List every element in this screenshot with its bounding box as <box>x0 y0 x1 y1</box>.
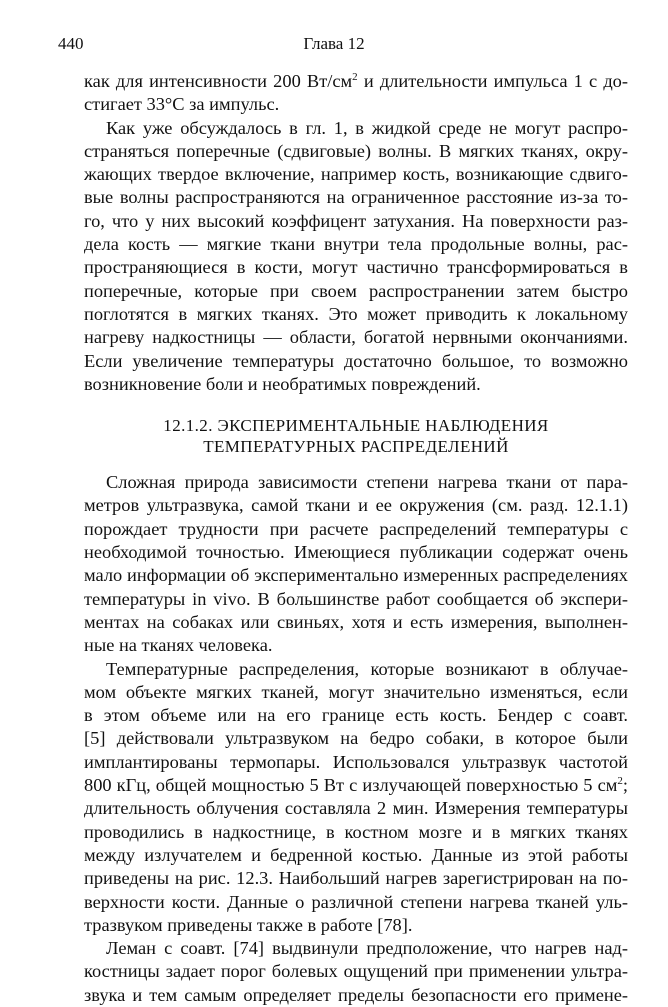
text-line: нагреву надкостницы — области, богатой нервными окончаниями. <box>84 327 628 348</box>
paragraph <box>84 937 628 1007</box>
text-line: го, что у них высокий коэффицент затухания. На поверхности раз- <box>84 210 628 231</box>
text-line: необходимой точностью. Имеющиеся публикации содержат очень <box>84 542 628 563</box>
text-line: поперечные, которые при своем распространении затем быстро <box>84 280 628 301</box>
section-heading <box>84 415 628 457</box>
text-line: тразвуком приведены также в работе [78]. <box>84 914 413 935</box>
text-line: поглотятся в мягких тканях. Это может приводить к локальному <box>84 303 628 324</box>
page-body <box>84 70 628 1007</box>
text-line: порождает трудности при расчете распределений температуры с <box>84 518 628 539</box>
text-line: как для интенсивности 200 $Вт/см^2$ и длительности импульса 1 с до- <box>84 71 629 91</box>
text-line: 800 кГц, общей мощностью 5 Вт с излучающей поверхностью 5 $см^2$; <box>84 775 628 796</box>
text-line: вые волны распространяются на ограниченное расстояние из-за то- <box>84 187 628 208</box>
text-line: ментах на собаках или свиньях, хотя и есть измерения, выполнен- <box>84 611 628 632</box>
text-line: мало информации об экспериментально измеренных распределениях <box>84 565 628 586</box>
text-line: верхности кости. Данные о различной степени нагрева тканей уль- <box>84 891 628 912</box>
text-line: звука и тем самым определяет пределы безопасности его примене- <box>84 984 628 1005</box>
running-head: Глава 12 <box>303 34 365 53</box>
text-line: стигает 33°С за импульс. <box>84 94 280 115</box>
text-line: дела кость — мягкие ткани внутри тела продольные волны, рас- <box>84 234 628 255</box>
section-heading-line: ТЕМПЕРАТУРНЫХ РАСПРЕДЕЛЕНИЙ <box>203 437 509 457</box>
text-line: приведены на рис. 12.3. Наибольший нагрев зарегистрирован на по- <box>84 868 628 889</box>
text-line: возникновение боли и необратимых повреждений. <box>84 373 481 394</box>
text-line: Если увеличение температуры достаточно большое, то возможно <box>84 350 628 371</box>
text-line: Сложная природа зависимости степени нагрева ткани от пара- <box>106 472 628 493</box>
text-line: между излучателем и бедренной костью. Данные из этой работы <box>84 844 628 865</box>
text-line: имплантированы термопары. Использовался ультразвук частотой <box>84 751 628 772</box>
text-line: страняться поперечные (сдвиговые) волны. В мягких тканях, окру- <box>84 140 628 161</box>
text-line: температуры in vivo. В большинстве работ сообщается об экспери- <box>84 588 628 609</box>
text-line: Температурные распределения, которые возникают в облучае- <box>106 658 628 679</box>
text-line: Как уже обсуждалось в гл. 1, в жидкой среде не могут распро- <box>106 117 628 138</box>
text-line: в этом объеме или на его границе есть кость. Бендер с соавт. <box>84 705 628 726</box>
paragraph <box>84 117 628 397</box>
paragraph <box>84 471 628 657</box>
text-line: мом объекте мягких тканей, могут значительно изменяться, если <box>84 681 628 702</box>
text-line: пространяющиеся в кости, могут частично трансформироваться в <box>84 257 628 278</box>
paragraph <box>84 658 628 938</box>
text-line: ные на тканях человека. <box>84 635 273 656</box>
paragraph <box>84 70 628 117</box>
section-heading-line: 12.1.2. ЭКСПЕРИМЕНТАЛЬНЫЕ НАБЛЮДЕНИЯ <box>163 416 549 436</box>
page-header <box>0 34 668 58</box>
text-line: длительность облучения составляла 2 мин. Измерения температуры <box>84 798 628 819</box>
text-line: костницы задает порог болевых ощущений при применении ультра- <box>84 961 628 982</box>
text-line: Леман с соавт. [74] выдвинули предположение, что нагрев над- <box>106 938 628 959</box>
text-line: метров ультразвука, самой ткани и ее окружения (см. разд. 12.1.1) <box>84 495 628 516</box>
text-line: [5] действовали ультразвуком на бедро собаки, в которое были <box>84 728 628 749</box>
page-number: 440 <box>58 34 84 53</box>
text-line: жающих твердое включение, например кость, возникающие сдвиго- <box>84 164 628 185</box>
text-line: проводились в надкостнице, в костном мозге и в мягких тканях <box>84 821 628 842</box>
